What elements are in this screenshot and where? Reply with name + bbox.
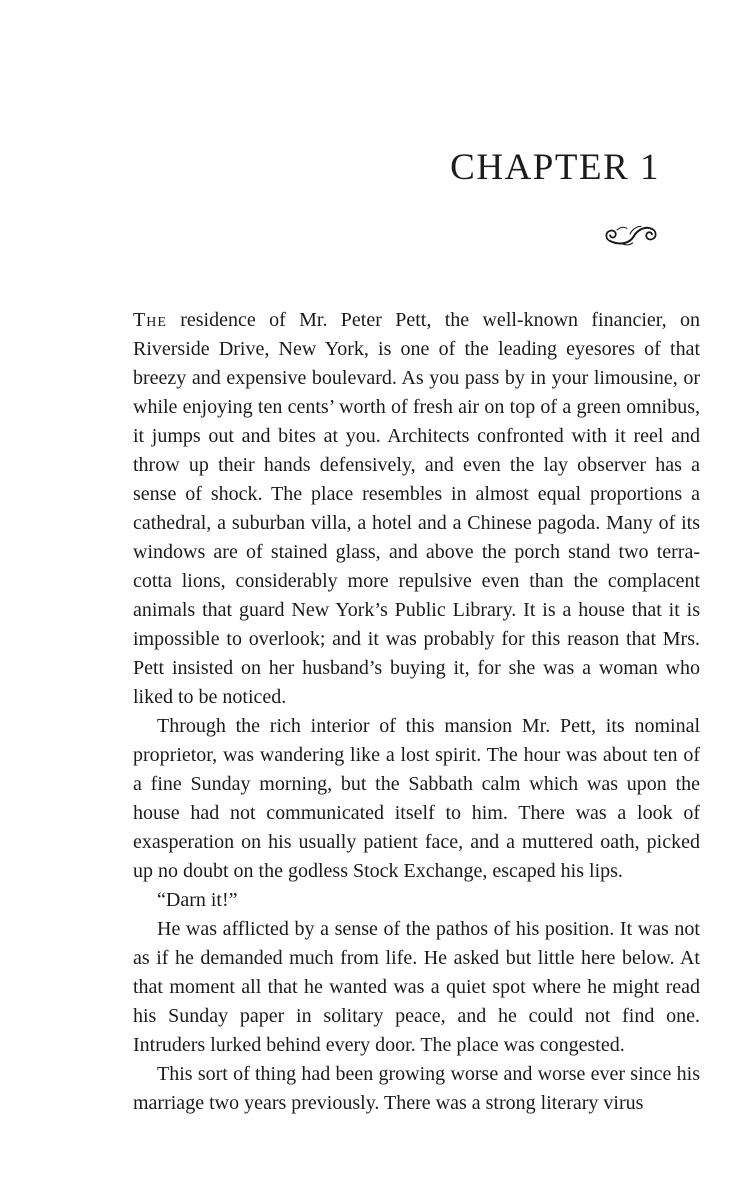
lead-in-small-caps: The <box>133 309 167 331</box>
ornament-row <box>133 222 700 248</box>
paragraph: Through the rich interior of this mansion Mr. Pett, its nominal proprietor, was wandering like a lost spirit. The hour was about ten of a fine Sunday morning, but the Sabbath calm which was upon the house had not communicated itself to him. There was a look of exasperation on his usually patient face, and a muttered oath, picked up no doubt on the godless Stock Exchange, escaped his lips. <box>133 715 700 882</box>
paragraph: This sort of thing had been growing worse and worse ever since his marriage two years previously. There was a strong literary virus <box>133 1063 700 1114</box>
paragraphs-container <box>133 712 700 1118</box>
flourish-ornament-icon <box>602 222 660 248</box>
opening-paragraph-text: residence of Mr. Peter Pett, the well-known financier, on Riverside Drive, New York, is one of the leading eyesores of that breezy and expensive boulevard. As you pass by in your limousine, or while enjoying ten cents’ worth of fresh air on top of a green omnibus, it jumps out and bites at you. Architects confronted with it reel and throw up their hands defensively, and even the lay observer has a sense of shock. The place resembles in almost equal proportions a cathedral, a suburban villa, a hotel and a Chinese pagoda. Many of its windows are of stained glass, and above the porch stand two terra-cotta lions, considerably more repulsive even than the complacent animals that guard New York’s Public Library. It is a house that it is impossible to overlook; and it was probably for this reason that Mrs. Pett insisted on her husband’s buying it, for she was a woman who liked to be noticed. <box>133 309 700 708</box>
opening-paragraph <box>133 306 700 712</box>
paragraph: “Darn it!” <box>157 889 238 911</box>
chapter-body <box>133 306 700 1118</box>
chapter-title: CHAPTER 1 <box>450 147 660 188</box>
paragraph: He was afflicted by a sense of the pathos of his position. It was not as if he demanded much from life. He asked but little here below. At that moment all that he wanted was a quiet spot where he might read his Sunday paper in solitary peace, and he could not find one. Intruders lurked behind every door. The place was congested. <box>133 918 700 1056</box>
